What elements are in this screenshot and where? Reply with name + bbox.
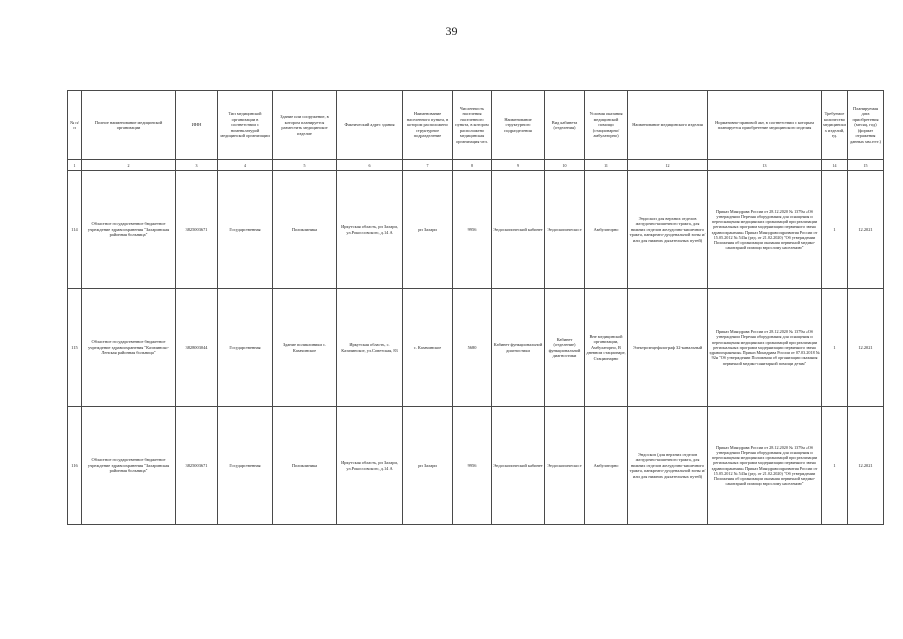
col-number: 1	[68, 160, 82, 171]
col-number: 10	[545, 160, 585, 171]
table-row	[68, 289, 884, 407]
cell-cabinet: Эндоскопически е	[545, 407, 585, 525]
cell-act: Приказ Минздрава России от 28.12.2020 № 1379н «Об утверждении Перечня оборудования для оснащения и переоснащения медицинских организаций при реализации региональных программ модернизации первичного звена здравоохранения» Приказ Минздравсоцразвития России от 15.05.2012 № 543н (ред. от 21.02.2020) "Об утверждении Положения об организации оказания первичной медико-санитарной помощи взрослому населению"	[708, 171, 822, 289]
col-header-address: Фактический адрес здания	[337, 91, 403, 160]
cell-unit: Эндоскопический кабинет	[492, 171, 545, 289]
cell-settlement: рп Залари	[403, 171, 453, 289]
cell-population: 5680	[453, 289, 492, 407]
column-number-row	[68, 160, 884, 171]
cell-inn: 3825003671	[176, 171, 218, 289]
cell-date: 12.2021	[848, 407, 884, 525]
cell-device: Эндоскоп (для верхних отделов желудочно-кишечного тракта, для нижних отделов желудочно-кишечного тракта, панкреато-дуоденальной зоны и/или для нижних дыхательных путей)	[628, 407, 708, 525]
cell-conditions: Вне медицинской организации, Амбулаторно, В дневном стационаре, Стационарно	[585, 289, 628, 407]
cell-num: 116	[68, 407, 82, 525]
equipment-registry-table	[67, 90, 884, 525]
col-header-conditions: Условия оказания медицинской помощи (стационарно/амбулаторно)	[585, 91, 628, 160]
col-number: 5	[273, 160, 337, 171]
col-number: 13	[708, 160, 822, 171]
col-number: 4	[218, 160, 273, 171]
col-number: 8	[453, 160, 492, 171]
cell-org: Областное государственное бюджетное учреждение здравоохранения "Заларинская районная больница"	[82, 171, 176, 289]
cell-org: Областное государственное бюджетное учреждение здравоохранения "Казачинско-Ленская районная больница"	[82, 289, 176, 407]
cell-qty: 1	[822, 171, 848, 289]
cell-cabinet: Кабинет (отделение) функциональной диагностики	[545, 289, 585, 407]
cell-population: 9956	[453, 171, 492, 289]
cell-num: 114	[68, 171, 82, 289]
table-row	[68, 171, 884, 289]
cell-building: Здание поликлиники с. Казачинское	[273, 289, 337, 407]
cell-population: 9956	[453, 407, 492, 525]
col-number: 7	[403, 160, 453, 171]
cell-unit: Эндоскопический кабинет	[492, 407, 545, 525]
col-number: 3	[176, 160, 218, 171]
cell-date: 12.2021	[848, 171, 884, 289]
col-header-building: Здание или сооружение, в котором планируется разместить медицинское изделие	[273, 91, 337, 160]
cell-type: Государственная	[218, 289, 273, 407]
col-number: 9	[492, 160, 545, 171]
col-number: 6	[337, 160, 403, 171]
cell-type: Государственная	[218, 407, 273, 525]
col-number: 12	[628, 160, 708, 171]
page-number: 39	[445, 24, 458, 38]
cell-device: Электроэнцефалограф 32-канальный	[628, 289, 708, 407]
cell-inn: 3828003044	[176, 289, 218, 407]
cell-unit: Кабинет функциональной диагностики	[492, 289, 545, 407]
cell-conditions: Амбулаторно	[585, 407, 628, 525]
cell-date: 12.2021	[848, 289, 884, 407]
cell-conditions: Амбулаторно	[585, 171, 628, 289]
col-number: 14	[822, 160, 848, 171]
cell-act: Приказ Минздрава России от 28.12.2020 № 1379н «Об утверждении Перечня оборудования для оснащения и переоснащения медицинских организаций при реализации региональных программ модернизации первичного звена здравоохранения» Приказ Минздравсоцразвития России от 15.05.2012 № 543н (ред. от 21.02.2020) "Об утверждении Положения об организации оказания первичной медико-санитарной помощи взрослому населению"	[708, 407, 822, 525]
col-header-act: Нормативно-правовой акт, в соответствии с которым планируется приобретение медицинского изделия	[708, 91, 822, 160]
cell-qty: 1	[822, 289, 848, 407]
col-header-device: Наименование медицинского изделия	[628, 91, 708, 160]
cell-qty: 1	[822, 407, 848, 525]
cell-address: Иркутская область, рп Залари, ул.Рокоссовского, д.14 А	[337, 407, 403, 525]
col-number: 2	[82, 160, 176, 171]
col-header-qty: Требуемое количество медицинских изделий, ед.	[822, 91, 848, 160]
cell-address: Иркутская область, с. Казачинское, ул.Советская, 83	[337, 289, 403, 407]
cell-num: 115	[68, 289, 82, 407]
table-row	[68, 407, 884, 525]
cell-settlement: рп Залари	[403, 407, 453, 525]
col-header-date: Планируемая дата приобретения (месяц, год) (формат отражения данных мм.гггг.)	[848, 91, 884, 160]
cell-device: Эндоскоп для верхних отделов желудочно-кишечного тракта, для нижних отделов желудочно-кишечного тракта, панкреато-дуоденальной зоны и/или для нижних дыхательных путей)	[628, 171, 708, 289]
col-header-population: Численность населения населенного пункта, в котором расположено медицинская организация чел.	[453, 91, 492, 160]
col-header-org: Полное наименование медицинской организации	[82, 91, 176, 160]
col-number: 15	[848, 160, 884, 171]
col-header-unit: Наименование структурного подразделения	[492, 91, 545, 160]
col-header-type: Тип медицинской организации в соответствии с номенклатурой медицинской организации	[218, 91, 273, 160]
col-header-cabinet: Вид кабинета (отделения)	[545, 91, 585, 160]
cell-address: Иркутская область, рп Залари, ул.Рокоссовского, д.14 А	[337, 171, 403, 289]
cell-org: Областное государственное бюджетное учреждение здравоохранения "Заларинская районная больница"	[82, 407, 176, 525]
col-header-inn: ИНН	[176, 91, 218, 160]
col-header-num: № п/п	[68, 91, 82, 160]
cell-building: Поликлиника	[273, 407, 337, 525]
col-header-settlement: Наименование населенного пункта, в котором расположено структурное подразделение	[403, 91, 453, 160]
cell-building: Поликлиника	[273, 171, 337, 289]
cell-cabinet: Эндоскопически е	[545, 171, 585, 289]
cell-inn: 3825003671	[176, 407, 218, 525]
col-number: 11	[585, 160, 628, 171]
cell-act: Приказ Минздрава России от 28.12.2020 № 1379н «Об утверждении Перечня оборудования для оснащения и переоснащения медицинских организаций при реализации региональных программ модернизации первичного звена здравоохранения» Приказ Минздрава России от 07.03.2018 № 92н "Об утверждении Положения об организации оказания первичной медико-санитарной помощи детям"	[708, 289, 822, 407]
header-row	[68, 91, 884, 160]
cell-type: Государственная	[218, 171, 273, 289]
cell-settlement: с. Казачинское	[403, 289, 453, 407]
